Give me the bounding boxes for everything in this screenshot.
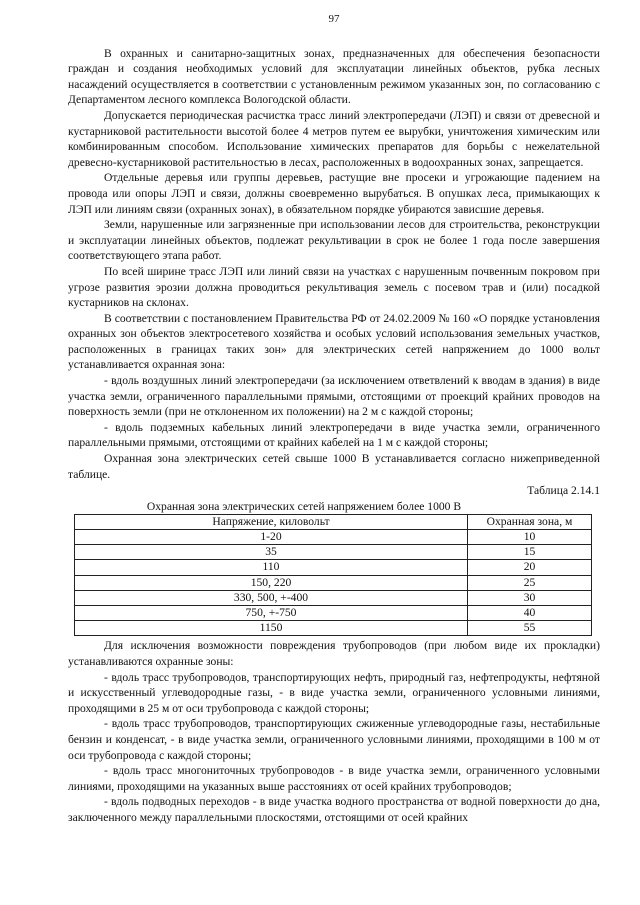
text-block-before-table <box>68 46 600 483</box>
table-row <box>75 606 592 621</box>
table-row <box>75 560 592 575</box>
paragraph: По всей ширине трасс ЛЭП или линий связи на участках с нарушенным почвенным покровом при угрозе развития эрозии должна проводиться рекультивация земель с посевом трав и (или) посадкой кустарников на склонах. <box>68 264 600 310</box>
table-label: Таблица 2.14.1 <box>527 484 600 498</box>
zone-cell: 40 <box>468 606 592 621</box>
table-row <box>75 621 592 636</box>
list-item: - вдоль трасс трубопроводов, транспортирующих сжиженные углеводородные газы, нестабильные бензин и конденсат, - в виде участка земли, ограниченного условными линиями, проходящими в 100 м от оси трубопровода с каждой стороны; <box>68 717 600 762</box>
paragraph: Земли, нарушенные или загрязненные при использовании лесов для строительства, реконструкции и эксплуатации линейных объектов, подлежат рекультивации в срок не более 1 года после завершения соответствующего этапа работ. <box>68 218 600 263</box>
list-item: - вдоль подземных кабельных линий электропередачи в виде участка земли, ограниченного параллельными прямыми, отстоящими от крайних кабелей на 1 м с каждой стороны; <box>68 420 600 450</box>
voltage-cell: 1150 <box>75 621 468 636</box>
list-item: - вдоль воздушных линий электропередачи (за исключением ответвлений к вводам в здания) в виде участка земли, ограниченного параллельными прямыми, отстоящими от проекций крайних проводов на поверхность земли (при не отклоненном их положении) на 2 м с каждой стороны; <box>68 374 600 419</box>
table-header-row <box>75 514 592 529</box>
table-row <box>75 545 592 560</box>
list-item: - вдоль подводных переходов - в виде участка водного пространства от водной поверхности до дна, заключенного между параллельными плоскостями, отстоящими от осей крайних <box>68 795 600 824</box>
paragraph: Охранная зона электрических сетей свыше 1000 В устанавливается согласно нижеприведенной таблице. <box>68 452 600 481</box>
paragraph: В соответствии с постановлением Правительства РФ от 24.02.2009 № 160 «О порядке установления охранных зон объектов электросетевого хозяйства и особых условий использования земельных участков, расположенных в границах таких зон» для электрических сетей напряжением до 1000 вольт устанавливается охранная зона: <box>68 311 600 372</box>
voltage-cell: 150, 220 <box>75 575 468 590</box>
zone-cell: 15 <box>468 545 592 560</box>
text-block-after-table <box>68 638 600 825</box>
list-item: - вдоль трасс многониточных трубопроводов - в виде участка земли, ограниченного условными линиями, проходящими на указанных выше расстояниях от осей крайних трубопроводов; <box>68 764 600 793</box>
table-row <box>75 575 592 590</box>
paragraph: Для исключения возможности повреждения трубопроводов (при любом виде их прокладки) устанавливаются охранные зоны: <box>68 639 600 669</box>
table-title: Охранная зона электрических сетей напряжением более 1000 В <box>146 499 462 513</box>
paragraph: Отдельные деревья или группы деревьев, растущие вне просеки и угрожающие падением на провода или опоры ЛЭП и связи, должны своевременно вырубаться. В опушках леса, примыкающих к ЛЭП или линиям связи (охранных зонах), в обязательном порядке убираются зависшие деревья. <box>68 171 600 216</box>
list-item: - вдоль трасс трубопроводов, транспортирующих нефть, природный газ, нефтепродукты, нефтяной и искусственный углеводородные газы, - в виде участка земли, ограниченного условными линиями, проходящими в 25 м от оси трубопровода с каждой стороны; <box>68 670 600 715</box>
voltage-cell: 110 <box>75 560 468 575</box>
zone-cell: 55 <box>468 621 592 636</box>
paragraph: В охранных и санитарно-защитных зонах, предназначенных для обеспечения безопасности граждан и создания необходимых условий для эксплуатации линейных объектов, рубка лесных насаждений осуществляется в соответствии с установленным режимом указанных зон, по согласованию с Департаментом лесного комплекса Вологодской области. <box>68 46 600 107</box>
protection-zone-table <box>74 514 592 637</box>
table-row <box>75 530 592 545</box>
column-header-voltage: Напряжение, киловольт <box>75 514 468 529</box>
column-header-zone: Охранная зона, м <box>468 514 592 529</box>
zone-cell: 30 <box>468 590 592 605</box>
table-row <box>75 590 592 605</box>
voltage-cell: 1-20 <box>75 530 468 545</box>
zone-cell: 20 <box>468 560 592 575</box>
page-number: 97 <box>328 13 340 25</box>
voltage-cell: 330, 500, +-400 <box>75 590 468 605</box>
paragraph: Допускается периодическая расчистка трасс линий электропередачи (ЛЭП) и связи от древесной и кустарниковой растительности высотой более 4 метров путем ее вырубки, уничтожения химическим или комбинированным способом. Использование химических препаратов для борьбы с нежелательной древесно-кустарниковой растительностью в лесах, расположенных в водоохранных зонах, запрещается. <box>68 108 600 169</box>
voltage-cell: 35 <box>75 545 468 560</box>
zone-cell: 25 <box>468 575 592 590</box>
zone-cell: 10 <box>468 530 592 545</box>
voltage-cell: 750, +-750 <box>75 606 468 621</box>
